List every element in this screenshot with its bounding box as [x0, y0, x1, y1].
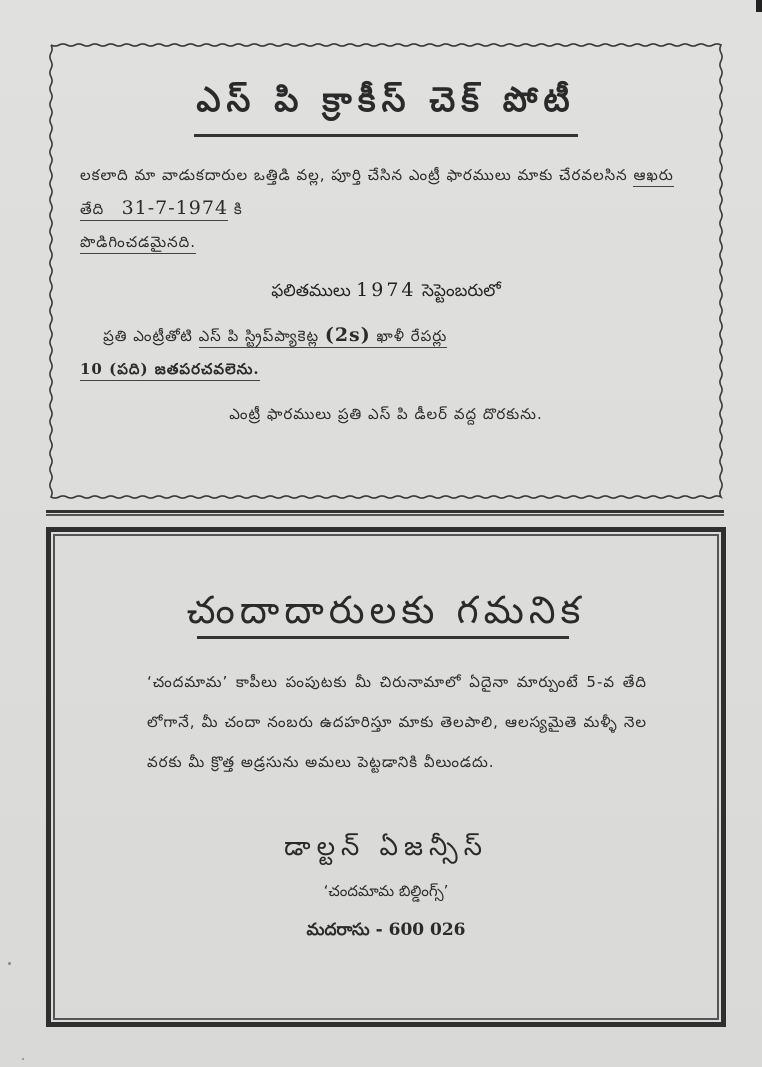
twos-label: (2s) [324, 324, 371, 346]
results-month: సెప్టెంబరులో [421, 281, 501, 301]
section-divider [46, 510, 724, 516]
last-date-label: ఆఖరు తేది [80, 166, 674, 218]
para1-ki: కి [228, 200, 243, 218]
notice-body: ‘చందమామ’ కాపీలు పంపుటకు మీ చిరునామాలో ఏదైనా మార్పుంటే 5-వ తేది లోగానే, మీ చందా నంబరు ఉదహరిస్తూ మాకు తెలపాలి, ఆలస్యమైతె మళ్ళీ నెల వరకు మీ క్రొత్త అడ్రసును అమలు పెట్టడానికి వీలుండదు. [147, 673, 647, 771]
subscriber-notice-box [46, 527, 726, 1027]
agency-name: డాల్టన్ ఏజన్సీస్ [284, 832, 488, 862]
contest-box [46, 40, 726, 502]
scan-speck [8, 962, 11, 965]
agency-address [51, 832, 721, 944]
ten-wrappers: 10 (పది) జతపరచవలెను. [80, 360, 260, 381]
results-year: 1974 [356, 279, 417, 301]
strip-packets: ఎస్ పి స్ట్రిప్‌ప్యాకెట్ల [198, 327, 320, 345]
contest-title: ఎస్ పి క్రాకీస్ చెక్ పోటీ [196, 80, 576, 120]
agency-pincode: 600 026 [388, 920, 466, 940]
extended-text: పొడిగించడమైనది. [80, 233, 196, 254]
contest-title-underline [194, 134, 578, 137]
page-edge-mark [756, 0, 762, 12]
contest-extension-paragraph [80, 159, 692, 259]
notice-title-underline [197, 636, 569, 639]
para1-text: లకలాది మా వాడుకదారుల ఒత్తిడి వల్ల, పూర్తి చేసిన ఎంట్రీ ఫారములు మాకు చేరవలసిన [80, 166, 634, 184]
strip-packets-underlined [198, 324, 448, 348]
para2-text: ప్రతి ఎంట్రీతోటి [103, 327, 199, 345]
wrappers-paragraph [80, 319, 692, 386]
entry-forms-line: ఎంట్రీ ఫారములు ప్రతి ఎస్ పి డీలర్ వద్ద దొరకును. [229, 405, 543, 423]
para2-wrappers: ఖాళీ రేపర్లు [370, 327, 448, 345]
last-date-value: 31-7-1974 [121, 197, 229, 219]
results-line [80, 279, 692, 305]
scan-speck [22, 1058, 24, 1060]
agency-building: ‘చందమామ బిల్డింగ్స్’ [323, 882, 449, 900]
agency-city-line: మదరాసు - 600 026 [306, 920, 466, 940]
agency-city: మదరాసు [306, 920, 370, 940]
notice-title: చందాదారులకు గమనిక [186, 588, 586, 632]
results-label: ఫలితములు [271, 281, 351, 301]
